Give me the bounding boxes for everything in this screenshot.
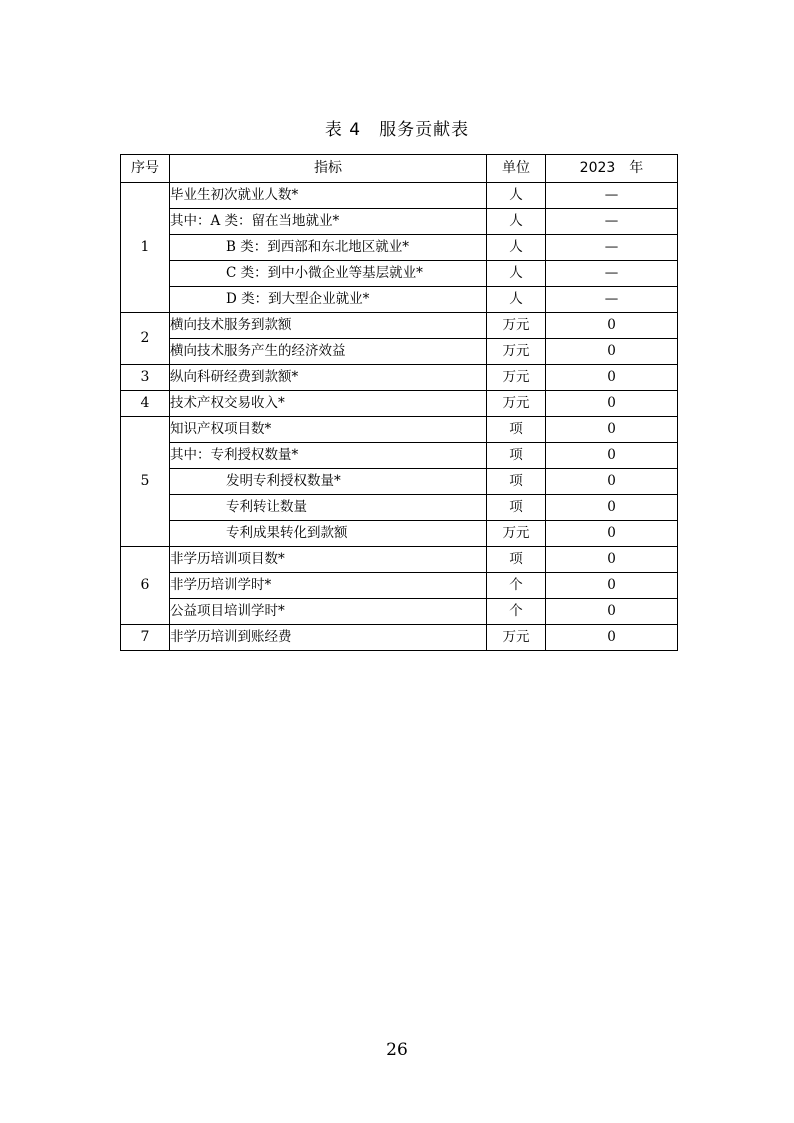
value-cell: 0 (546, 547, 678, 573)
unit-cell: 人 (487, 209, 546, 235)
unit-cell: 个 (487, 599, 546, 625)
indicator-cell: B 类：到西部和东北地区就业* (170, 235, 487, 261)
table-row (121, 469, 678, 495)
header-year: 2023 年 (546, 155, 678, 183)
unit-cell: 人 (487, 183, 546, 209)
unit-cell: 项 (487, 443, 546, 469)
value-cell: 0 (546, 599, 678, 625)
value-cell: — (546, 209, 678, 235)
value-cell: 0 (546, 443, 678, 469)
indicator-cell: 其中：A 类：留在当地就业* (170, 209, 487, 235)
header-indicator: 指标 (170, 155, 487, 183)
indicator-cell: 非学历培训学时* (170, 573, 487, 599)
value-cell: 0 (546, 521, 678, 547)
indicator-cell: 横向技术服务产生的经济效益 (170, 339, 487, 365)
table-row (121, 391, 678, 417)
table-row (121, 417, 678, 443)
table-row (121, 339, 678, 365)
row-number: 6 (121, 547, 170, 625)
value-cell: 0 (546, 469, 678, 495)
table-row (121, 287, 678, 313)
unit-cell: 万元 (487, 391, 546, 417)
table-row (121, 235, 678, 261)
indicator-cell: 发明专利授权数量* (170, 469, 487, 495)
value-cell: 0 (546, 625, 678, 651)
table-row (121, 521, 678, 547)
indicator-cell: C 类：到中小微企业等基层就业* (170, 261, 487, 287)
value-cell: — (546, 183, 678, 209)
indicator-cell: 专利转让数量 (170, 495, 487, 521)
value-cell: 0 (546, 365, 678, 391)
table-row (121, 261, 678, 287)
unit-cell: 项 (487, 547, 546, 573)
unit-cell: 万元 (487, 339, 546, 365)
unit-cell: 万元 (487, 365, 546, 391)
table-row (121, 573, 678, 599)
unit-cell: 人 (487, 287, 546, 313)
header-row (121, 155, 678, 183)
value-cell: 0 (546, 495, 678, 521)
indicator-cell: 毕业生初次就业人数* (170, 183, 487, 209)
table-title: 表 4 服务贡献表 (324, 120, 470, 140)
unit-cell: 万元 (487, 625, 546, 651)
row-number: 2 (121, 313, 170, 365)
value-cell: — (546, 235, 678, 261)
service-contribution-table (120, 154, 678, 651)
value-cell: — (546, 287, 678, 313)
value-cell: 0 (546, 391, 678, 417)
indicator-cell: 专利成果转化到款额 (170, 521, 487, 547)
header-no: 序号 (121, 155, 170, 183)
unit-cell: 人 (487, 261, 546, 287)
table-body (121, 183, 678, 651)
indicator-cell: 技术产权交易收入* (170, 391, 487, 417)
indicator-cell: 纵向科研经费到款额* (170, 365, 487, 391)
unit-cell: 个 (487, 573, 546, 599)
indicator-cell: 非学历培训项目数* (170, 547, 487, 573)
unit-cell: 项 (487, 417, 546, 443)
table-row (121, 313, 678, 339)
unit-cell: 项 (487, 495, 546, 521)
unit-cell: 万元 (487, 313, 546, 339)
indicator-cell: 其中：专利授权数量* (170, 443, 487, 469)
table-row (121, 443, 678, 469)
value-cell: 0 (546, 573, 678, 599)
unit-cell: 万元 (487, 521, 546, 547)
indicator-cell: 非学历培训到账经费 (170, 625, 487, 651)
indicator-cell: 公益项目培训学时* (170, 599, 487, 625)
page-number: 26 (386, 1040, 408, 1060)
table-row (121, 547, 678, 573)
table-row (121, 183, 678, 209)
unit-cell: 人 (487, 235, 546, 261)
row-number: 4 (121, 391, 170, 417)
row-number: 3 (121, 365, 170, 391)
row-number: 1 (121, 183, 170, 313)
header-unit: 单位 (487, 155, 546, 183)
row-number: 5 (121, 417, 170, 547)
value-cell: — (546, 261, 678, 287)
indicator-cell: 横向技术服务到款额 (170, 313, 487, 339)
table-row (121, 495, 678, 521)
table-row (121, 209, 678, 235)
unit-cell: 项 (487, 469, 546, 495)
table-row (121, 365, 678, 391)
table-row (121, 599, 678, 625)
value-cell: 0 (546, 339, 678, 365)
table-row (121, 625, 678, 651)
indicator-cell: 知识产权项目数* (170, 417, 487, 443)
value-cell: 0 (546, 417, 678, 443)
indicator-cell: D 类：到大型企业就业* (170, 287, 487, 313)
value-cell: 0 (546, 313, 678, 339)
row-number: 7 (121, 625, 170, 651)
